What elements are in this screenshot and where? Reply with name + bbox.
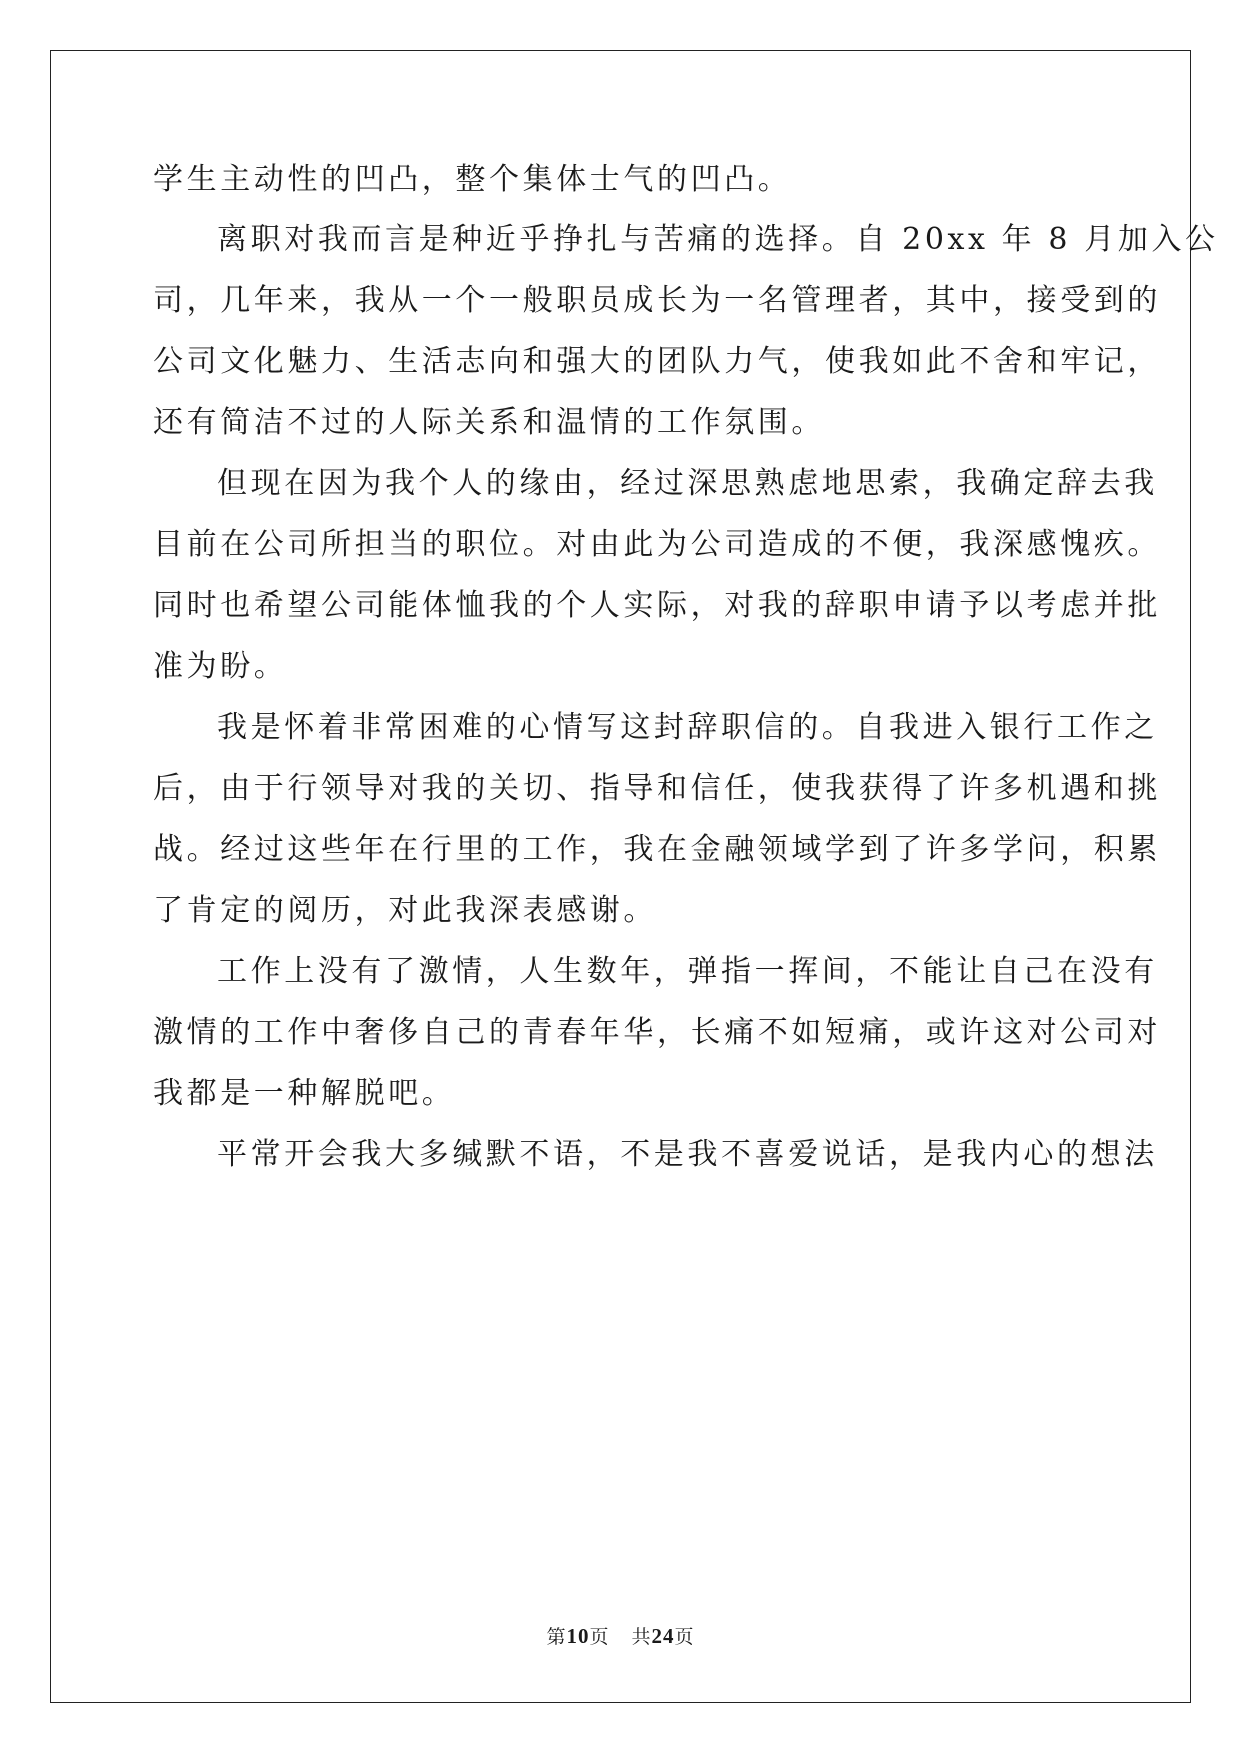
page-number-suffix: 页 [589, 1626, 610, 1648]
text-line: 平常开会我大多缄默不语，不是我不喜爱说话，是我内心的想法 [217, 1137, 1158, 1172]
text-line: 后，由于行领导对我的关切、指导和信任，使我获得了许多机遇和挑 [153, 771, 1161, 806]
total-pages-prefix: 共 [631, 1626, 652, 1648]
page-number-prefix: 第 [546, 1626, 567, 1648]
text-line: 准为盼。 [153, 649, 288, 684]
text-line: 同时也希望公司能体恤我的个人实际，对我的辞职申请予以考虑并批 [153, 588, 1161, 623]
total-pages-number: 24 [651, 1624, 675, 1648]
text-line: 学生主动性的凹凸，整个集体士气的凹凸。 [153, 162, 792, 197]
text-line: 了肯定的阅历，对此我深表感谢。 [153, 893, 657, 928]
text-line: 我是怀着非常困难的心情写这封辞职信的。自我进入银行工作之 [217, 710, 1158, 745]
text-line: 我都是一种解脱吧。 [153, 1076, 456, 1111]
text-line: 工作上没有了激情，人生数年，弹指一挥间，不能让自己在没有 [217, 954, 1158, 989]
text-line: 司，几年来，我从一个一般职员成长为一名管理者，其中，接受到的 [153, 283, 1161, 318]
page-footer [0, 1622, 1241, 1649]
text-line: 公司文化魅力、生活志向和强大的团队力气，使我如此不舍和牢记， [153, 344, 1161, 379]
text-line: 还有简洁不过的人际关系和温情的工作氛围。 [153, 405, 825, 440]
text-line: 但现在因为我个人的缘由，经过深思熟虑地思索，我确定辞去我 [217, 466, 1158, 501]
text-line: 战。经过这些年在行里的工作，我在金融领域学到了许多学问，积累 [153, 832, 1161, 867]
text-line: 离职对我而言是种近乎挣扎与苦痛的选择。自 20xx 年 8 月加入公 [217, 222, 1219, 257]
text-line: 激情的工作中奢侈自己的青春年华，长痛不如短痛，或许这对公司对 [153, 1015, 1161, 1050]
document-body [153, 150, 1219, 1186]
total-pages-suffix: 页 [674, 1626, 695, 1648]
text-line: 目前在公司所担当的职位。对由此为公司造成的不便，我深感愧疚。 [153, 527, 1161, 562]
current-page-number: 10 [566, 1624, 590, 1648]
